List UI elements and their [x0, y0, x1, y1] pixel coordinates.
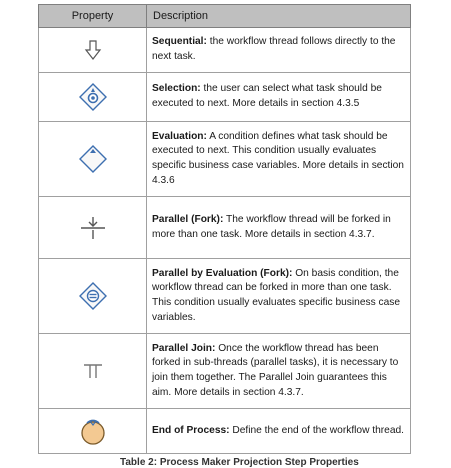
row-label: Selection:: [152, 83, 201, 95]
table-row: [39, 334, 411, 409]
row-label: Parallel by Evaluation (Fork):: [152, 267, 293, 279]
row-text: A condition defines what task should be executed to next. This condition usually evaluates specific business case variables. More details in section 4.3.6: [152, 130, 404, 186]
down-arrow-icon: [81, 38, 105, 62]
table-row: [39, 73, 411, 122]
row-text: Once the workflow thread has been forked in sub-threads (parallel tasks), it is necessary to join them together. The Parallel Join guarantees this aim. More details in section 4.3.7.: [152, 342, 399, 398]
row-label: End of Process:: [152, 424, 230, 436]
row-text: Define the end of the workflow thread.: [229, 424, 404, 436]
row-description: [147, 73, 411, 122]
parallel-evaluation-diamond-icon: [77, 280, 109, 312]
property-column-header: Property: [39, 5, 147, 28]
row-description: [147, 334, 411, 409]
properties-table-container: [38, 4, 410, 454]
join-icon: [81, 360, 105, 382]
selection-diamond-icon: [77, 81, 109, 113]
table-row: [39, 409, 411, 454]
description-column-header: Description: [147, 5, 411, 28]
row-label: Sequential:: [152, 36, 207, 48]
row-label: Evaluation:: [152, 130, 207, 142]
row-description: [147, 122, 411, 197]
row-text: the user can select what task should be executed to next. More details in section 4.3.5: [152, 83, 382, 109]
table-row: [39, 197, 411, 259]
row-description: [147, 409, 411, 454]
table-row: [39, 122, 411, 197]
row-label: Parallel Join:: [152, 342, 216, 354]
table-caption: Table 2: Process Maker Projection Step Properties: [120, 457, 359, 468]
table-header-row: [39, 5, 411, 28]
fork-icon: [78, 215, 108, 241]
evaluation-diamond-icon: [77, 143, 109, 175]
row-description: [147, 197, 411, 259]
table-row: [39, 28, 411, 73]
table-row: [39, 259, 411, 334]
properties-table: [38, 4, 411, 454]
row-text: The workflow thread will be forked in more than one task. More details in section 4.3.7.: [152, 213, 391, 240]
row-description: [147, 259, 411, 334]
row-description: [147, 28, 411, 73]
row-label: Parallel (Fork):: [152, 213, 224, 225]
row-text: On basis condition, the workflow thread can be forked in more than one task. This condition usually evaluates specific business case variables.: [152, 267, 401, 323]
row-text: the workflow thread follows directly to the next task.: [152, 36, 396, 62]
end-process-icon: [78, 416, 108, 446]
